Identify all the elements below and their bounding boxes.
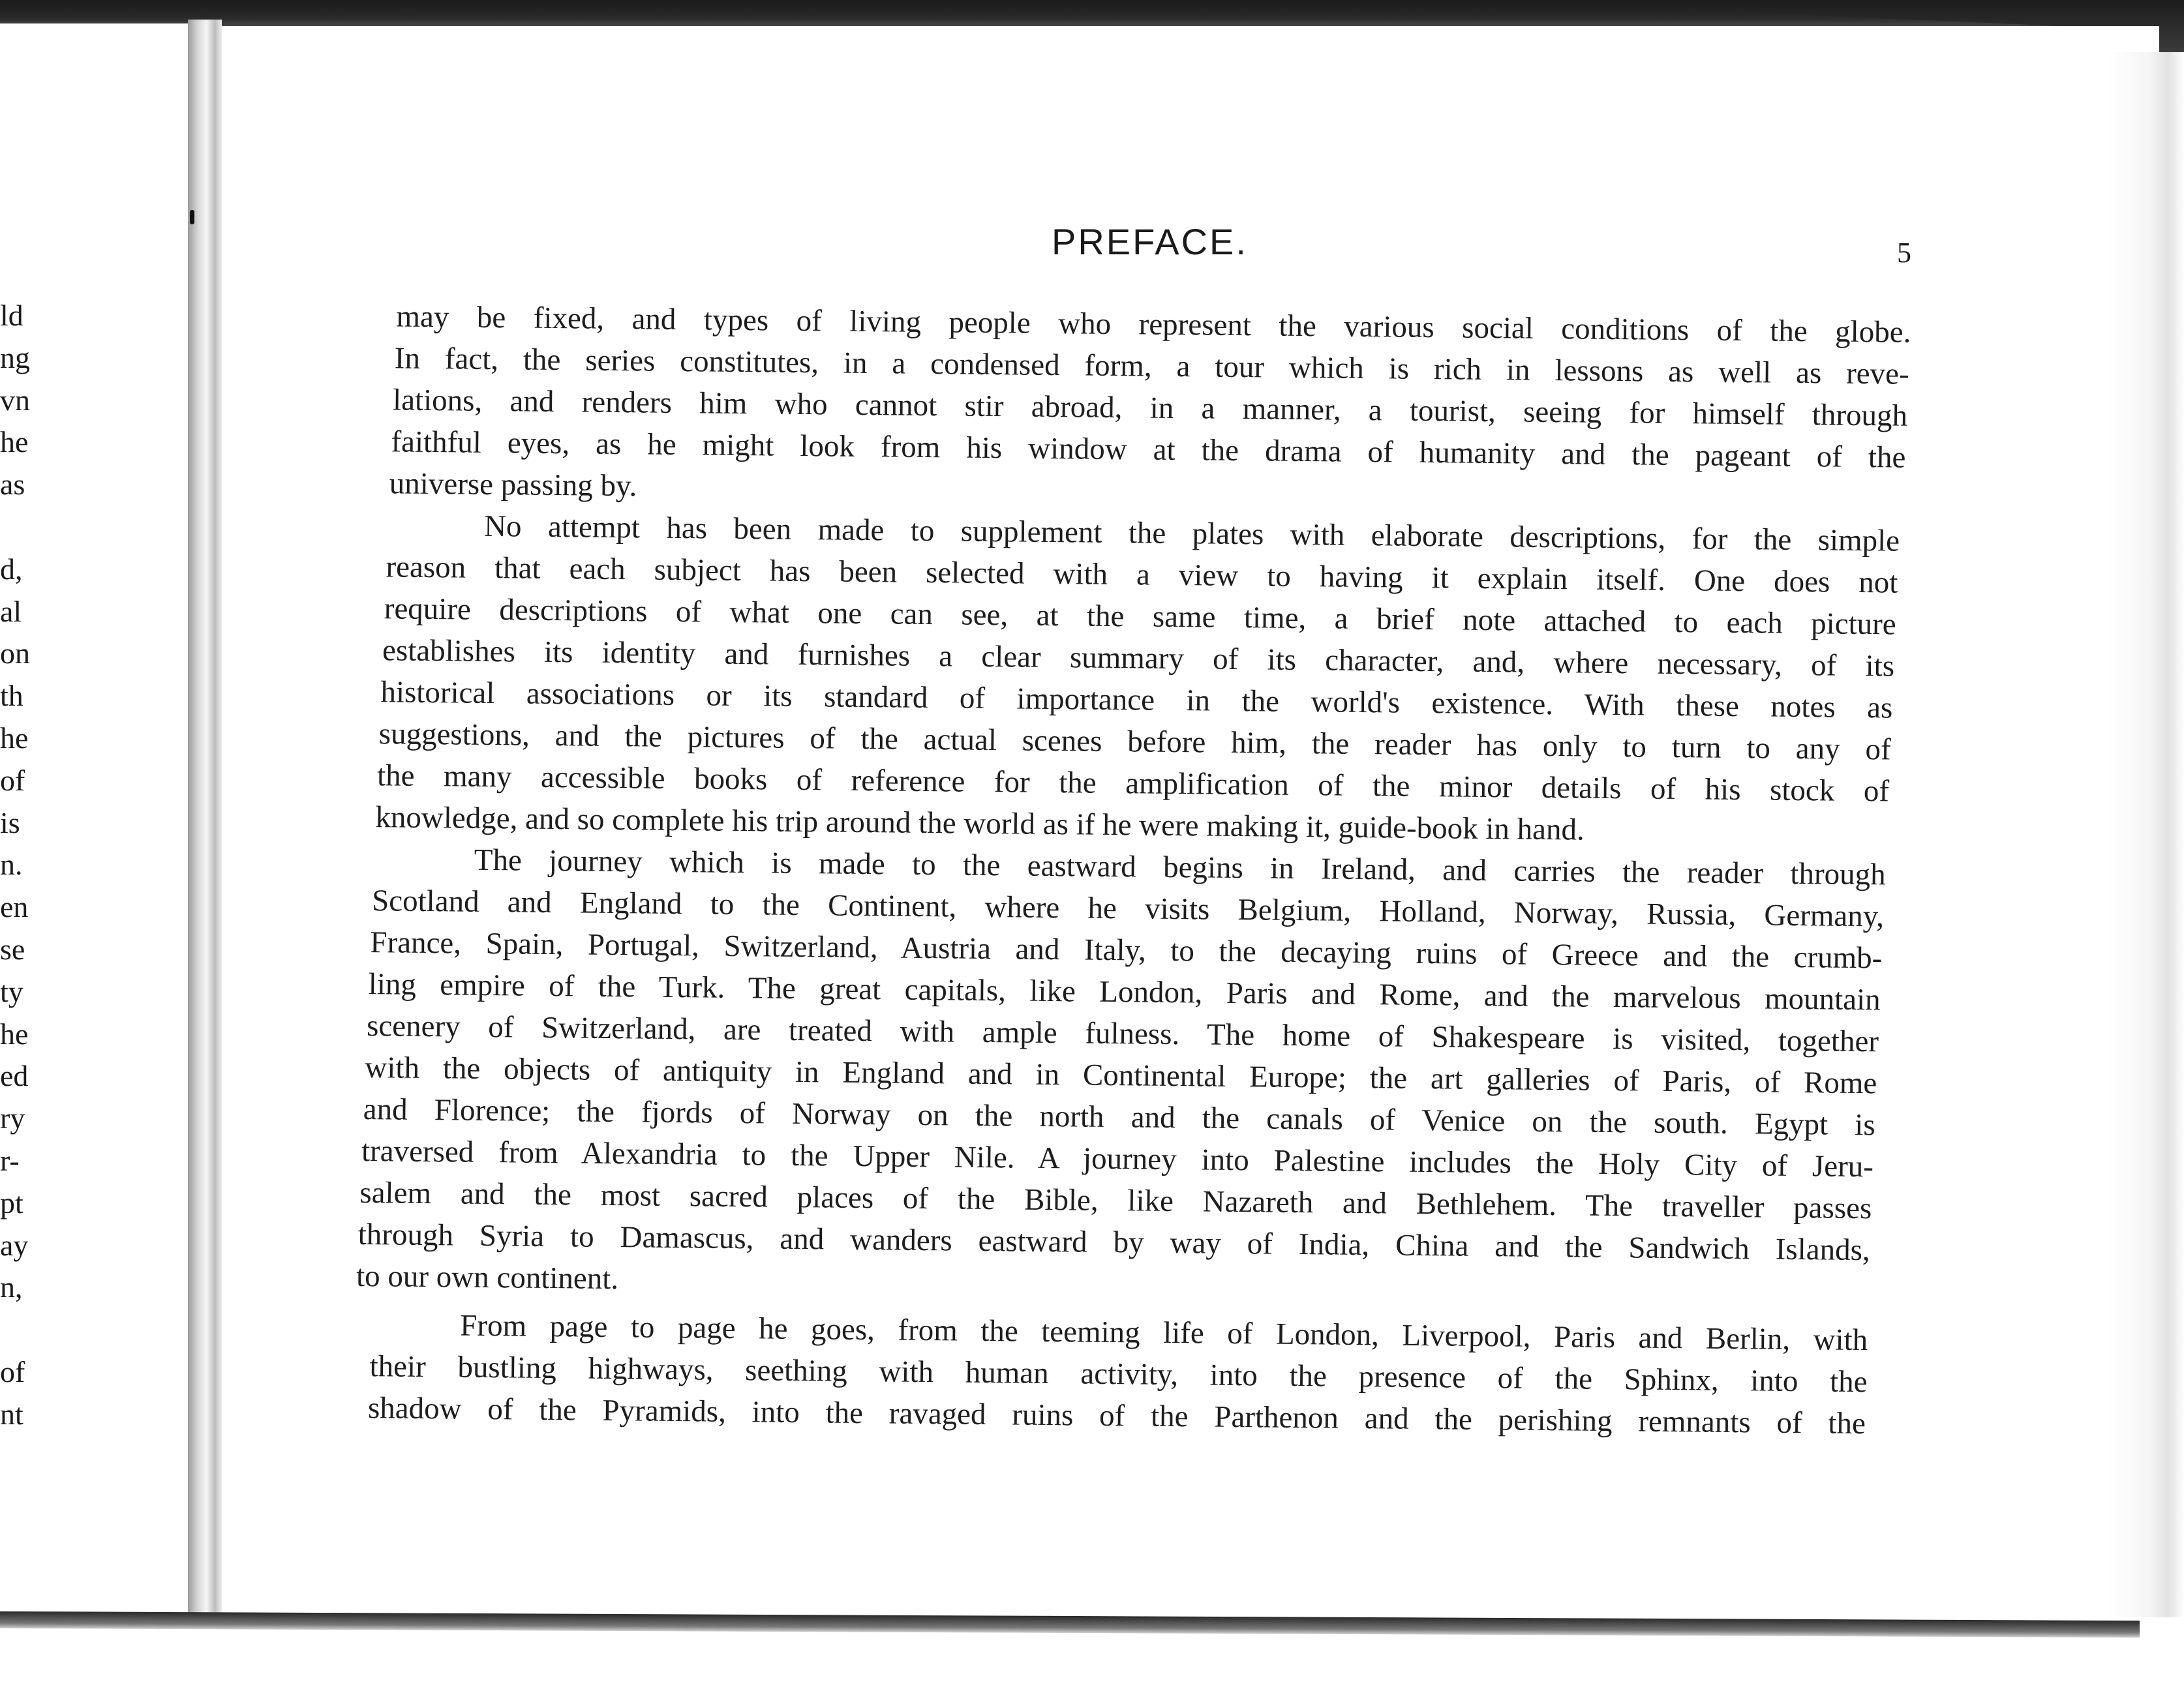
left-page-fragment: he	[0, 1017, 29, 1051]
text-line: to our own continent.	[356, 1259, 619, 1296]
left-page-fragment: r-	[0, 1143, 20, 1177]
text-line: traversed from Alexandria to the Upper Nile. A journey into Palestine includes the Holy City of Jeru-	[361, 1133, 1874, 1184]
left-page-fragment: vn	[0, 383, 30, 417]
left-page-fragment: ld	[0, 299, 23, 332]
text-line: ling empire of the Turk. The great capitals, like London, Paris and Rome, and the marvelous mountain	[368, 967, 1881, 1017]
text-line: historical associations or its standard of importance in the world's existence. With these notes as	[380, 675, 1893, 725]
page-number: 5	[1897, 237, 1911, 269]
left-page-fragment: n,	[0, 1270, 23, 1304]
left-page-fragment: of	[0, 763, 25, 797]
left-page-fragment: en	[0, 890, 29, 924]
left-page-fragment: on	[0, 636, 30, 670]
text-line: No attempt has been made to supplement the plates with elaborate descriptions, for the simple	[483, 509, 1900, 558]
left-page-fragment: se	[0, 932, 25, 966]
text-line: In fact, the series constitutes, in a condensed form, a tour which is rich in lessons as well as reve-	[394, 341, 1909, 391]
text-line: the many accessible books of reference for the amplification of the minor details of his stock of	[376, 758, 1890, 809]
text-line: reason that each subject has been selected with a view to having it explain itself. One does not	[386, 550, 1898, 600]
left-page-fragment: pt	[0, 1186, 23, 1220]
page-title: PREFACE.	[1052, 221, 1248, 262]
left-page-fragment: ry	[0, 1101, 25, 1135]
text-line: shadow of the Pyramids, into the ravaged ruins of the Parthenon and the perishing remnants of the	[367, 1391, 1866, 1441]
text-line: may be fixed, and types of living people who represent the various social conditions of the globe.	[396, 299, 1911, 350]
left-page-fragment: ng	[0, 340, 30, 374]
text-line: From page to page he goes, from the teeming life of London, Liverpool, Paris and Berlin, with	[460, 1308, 1868, 1358]
text-line: suggestions, and the pictures of the actual scenes before him, the reader has only to turn to any of	[378, 717, 1891, 767]
text-line: and Florence; the fjords of Norway on the north and the canals of Venice on the south. Egypt is	[363, 1092, 1875, 1143]
text-line: France, Spain, Portugal, Switzerland, Austria and Italy, to the decaying ruins of Greece and the crumb-	[370, 925, 1883, 976]
left-page-fragment: ay	[0, 1228, 29, 1262]
text-line: lations, and renders him who cannot stir abroad, in a manner, a tourist, seeing for himself through	[392, 383, 1908, 433]
left-page-fragment: as	[0, 468, 25, 501]
text-line: their bustling highways, seething with human activity, into the presence of the Sphinx, into the	[369, 1349, 1868, 1399]
text-line: salem and the most sacred places of the Bible, like Nazareth and Bethlehem. The traveller passes	[359, 1175, 1872, 1226]
left-page-fragment: d,	[0, 552, 23, 586]
text-line: faithful eyes, as he might look from his window at the drama of humanity and the pageant of the	[391, 425, 1906, 475]
left-page-fragment: is	[0, 805, 20, 839]
text-line: Scotland and England to the Continent, where he visits Belgium, Holland, Norway, Russia, Germany,	[371, 884, 1885, 934]
left-page-fragment: he	[0, 425, 29, 459]
text-line: scenery of Switzerland, are treated with ample fulness. The home of Shakespeare is visited, together	[366, 1009, 1879, 1059]
text-line: The journey which is made to the eastward begins in Ireland, and carries the reader through	[474, 843, 1886, 892]
text-line: establishes its identity and furnishes a clear summary of its character, and, where necessary, of its	[382, 633, 1895, 683]
text-line: knowledge, and so complete his trip around the world as if he were making it, guide-book in hand.	[375, 800, 1585, 847]
left-page-fragment: ed	[0, 1059, 29, 1093]
left-page-fragment: n.	[0, 848, 23, 882]
left-page-fragment: ty	[0, 974, 23, 1008]
text-line: universe passing by.	[389, 466, 637, 503]
text-line: require descriptions of what one can see, at the same time, a brief note attached to each picture	[384, 591, 1896, 642]
left-page-fragment: he	[0, 721, 29, 755]
text-line: through Syria to Damascus, and wanders eastward by way of India, China and the Sandwich Islands,	[357, 1217, 1870, 1268]
left-page-fragment: nt	[0, 1397, 23, 1431]
left-page-fragment: th	[0, 679, 23, 713]
text-line: with the objects of antiquity in England and in Continental Europe; the art galleries of Paris, of Rome	[365, 1051, 1877, 1101]
left-page-fragment: of	[0, 1354, 25, 1388]
left-page-fragment: al	[0, 594, 22, 628]
